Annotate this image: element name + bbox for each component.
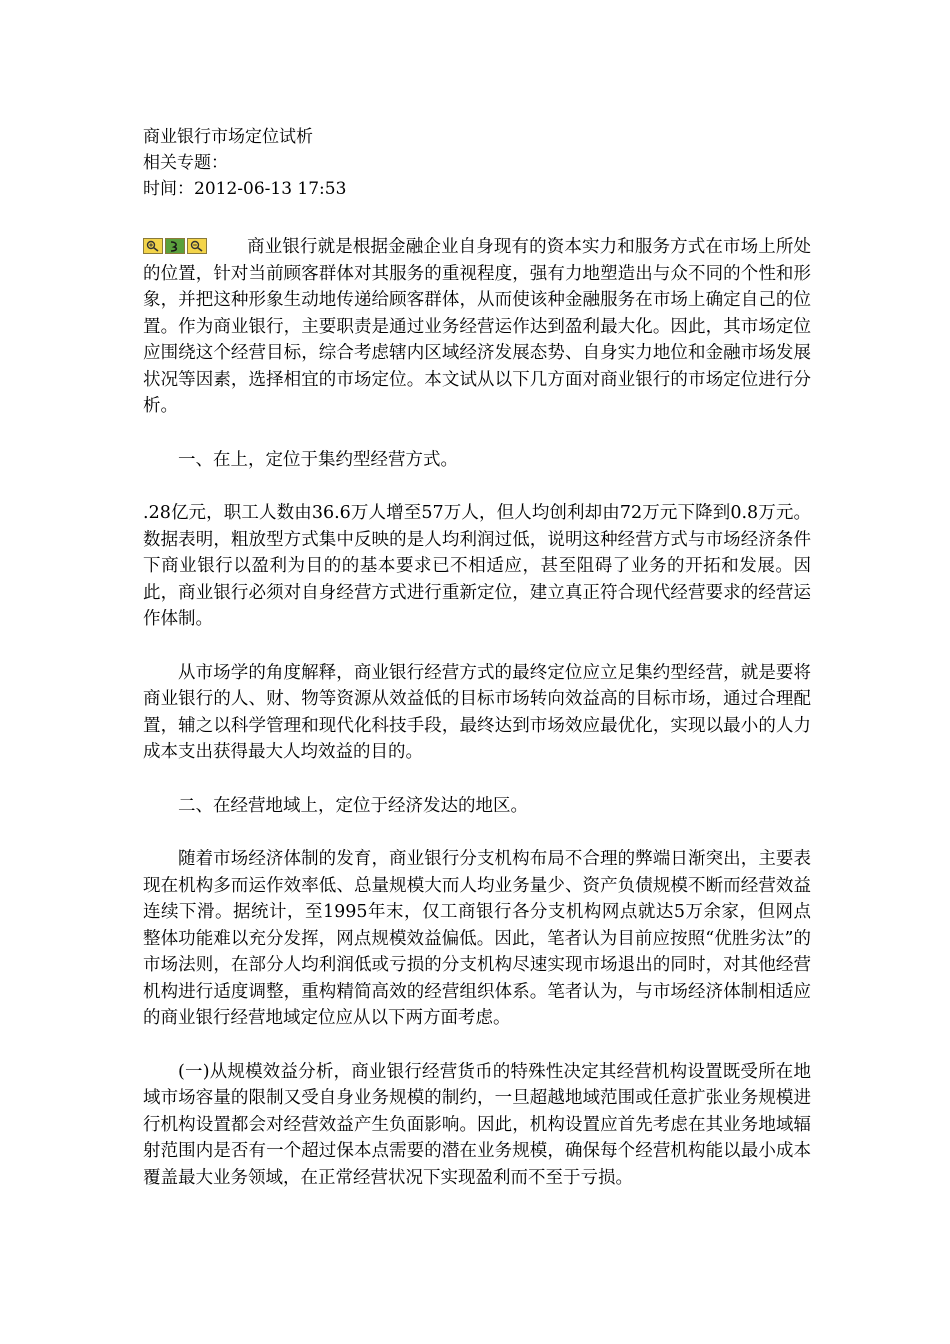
- paragraph-scale-benefit: (一)从规模效益分析，商业银行经营货币的特殊性决定其经营机构设置既受所在地域市场容量的限制又受自身业务规模的制约，一旦超越地域范围或任意扩张业务规模进行机构设置都会对经营效益产生负面影响。因此，机构设置应首先考虑在其业务地域辐射范围内是否有一个超过保本点需要的潜在业务规模，确保每个经营机构能以最小成本覆盖最大业务领域，在正常经营状况下实现盈利而不至于亏损。: [143, 1061, 811, 1188]
- paragraph-marketing: 从市场学的角度解释，商业银行经营方式的最终定位应立足集约型经营，就是要将商业银行的人、财、物等资源从效益低的目标市场转向效益高的目标市场，通过合理配置，辅之以科学管理和现代化科技手段，最终达到市场效应最优化，实现以最小的人力成本支出获得最大人均效益的目的。: [143, 662, 811, 762]
- paragraph-branches: 随着市场经济体制的发育，商业银行分支机构布局不合理的弊端日渐突出，主要表现在机构多而运作效率低、总量规模大而人均业务量少、资产负债规模不断而经营效益连续下滑。据统计，至1995年末，仅工商银行各分支机构网点就达5万余家，但网点整体功能难以充分发挥，网点规模效益偏低。因此，笔者认为目前应按照“优胜劣汰”的市场法则，在部分人均利润低或亏损的分支机构尽速实现市场退出的同时，对其他经营机构进行适度调整，重构精简高效的经营组织体系。笔者认为，与市场经济体制相适应的商业银行经营地域定位应从以下两方面考虑。: [143, 849, 811, 1028]
- section-heading-2: 二、在经营地域上，定位于经济发达的地区。: [178, 795, 528, 816]
- section-heading-1: 一、在上，定位于集约型经营方式。: [178, 449, 458, 470]
- zoom-in-icon[interactable]: [143, 238, 163, 254]
- paragraph-intro: [143, 234, 811, 420]
- publish-time: 时间：2012-06-13 17:53: [143, 179, 347, 199]
- article: [143, 124, 811, 1191]
- paragraph-intro-text: 商业银行就是根据金融企业自身现有的资本实力和服务方式在市场上所处的位置，针对当前顾客群体对其服务的重视程度，强有力地塑造出与众不同的个性和形象，并把这种形象生动地传递给顾客群体，从而使该种金融服务在市场上确定自己的位置。作为商业银行，主要职责是通过业务经营运作达到盈利最大化。因此，其市场定位应围绕这个经营目标，综合考虑辖内区域经济发展态势、自身实力地位和金融市场发展状况等因素，选择相宜的市场定位。本文试从以下几方面对商业银行的市场定位进行分析。: [143, 237, 811, 416]
- toolbar-icons: [143, 238, 207, 254]
- related-topic-label: 相关专题：: [143, 153, 228, 173]
- sound-icon[interactable]: [165, 238, 185, 254]
- article-title: 商业银行市场定位试析: [143, 127, 313, 147]
- paragraph-statistics: .28亿元，职工人数由36.6万人增至57万人，但人均创利却由72万元下降到0.8万元。数据表明，粗放型方式集中反映的是人均利润过低，说明这种经营方式与市场经济条件下商业银行以盈利为目的的基本要求已不相适应，甚至阻碍了业务的开拓和发展。因此，商业银行必须对自身经营方式进行重新定位，建立真正符合现代经营要求的经营运作体制。: [143, 503, 811, 629]
- zoom-out-icon[interactable]: [187, 238, 207, 254]
